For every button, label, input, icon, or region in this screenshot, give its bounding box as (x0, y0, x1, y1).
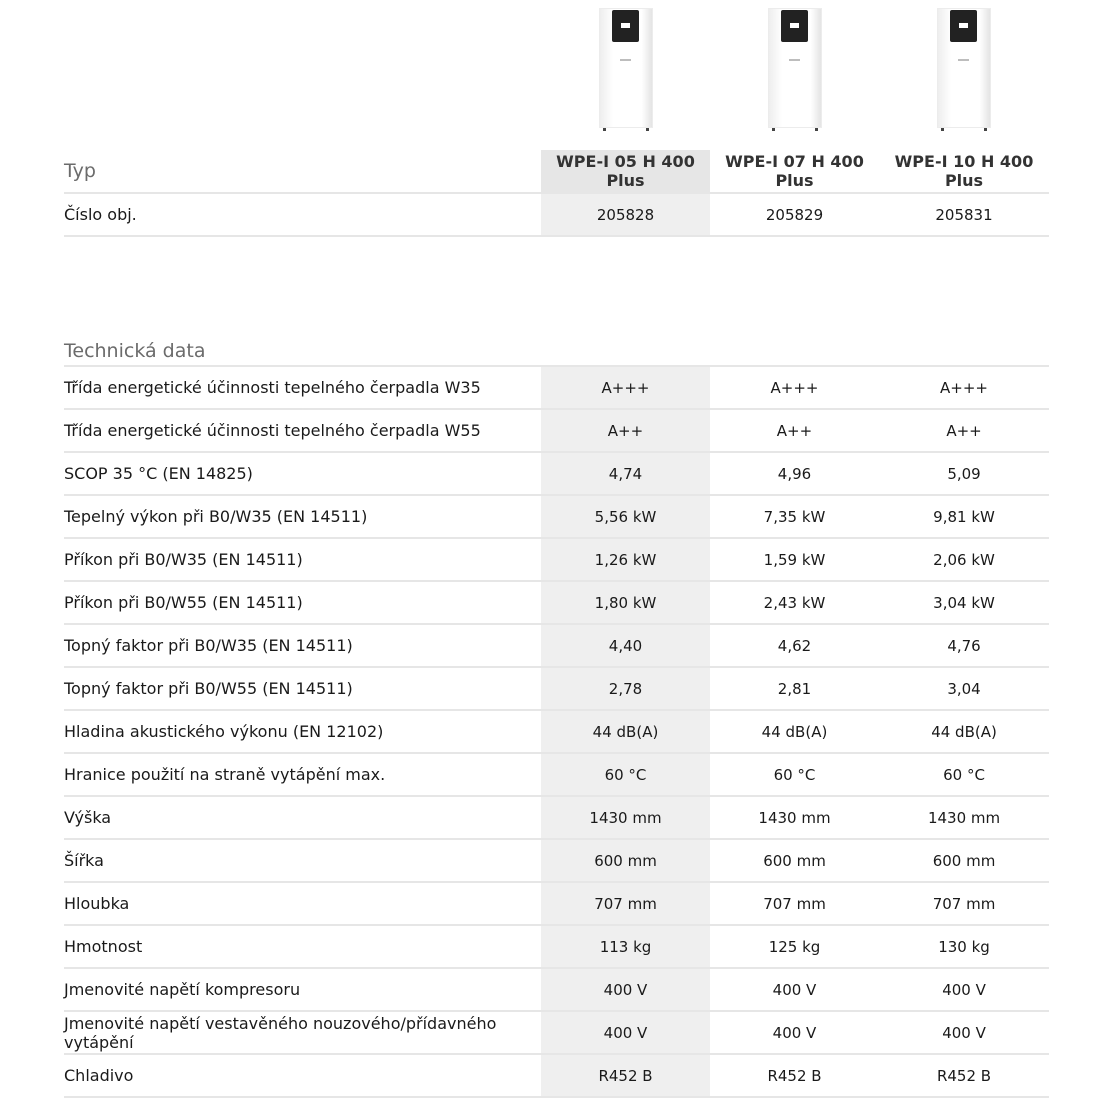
tech-row-value-2: 1,59 kW (710, 538, 879, 581)
tech-row (64, 624, 1049, 667)
tech-row-value-1: 5,56 kW (541, 495, 710, 538)
tech-row-label: Hmotnost (64, 925, 541, 968)
tech-row-label: Hranice použití na straně vytápění max. (64, 753, 541, 796)
tech-row (64, 581, 1049, 624)
control-panel-icon (781, 10, 808, 42)
tech-row (64, 452, 1049, 495)
tech-row-value-3: 9,81 kW (879, 495, 1049, 538)
tech-row-value-1: A++ (541, 409, 710, 452)
tech-row-value-1: 4,74 (541, 452, 710, 495)
order-number-2: 205829 (710, 193, 879, 236)
order-number-1: 205828 (541, 193, 710, 236)
tech-row-value-1: 600 mm (541, 839, 710, 882)
tech-row-label: Šířka (64, 839, 541, 882)
tech-row-label: Třída energetické účinnosti tepelného čerpadla W55 (64, 409, 541, 452)
tech-row-value-3: 1430 mm (879, 796, 1049, 839)
tech-row-value-2: 7,35 kW (710, 495, 879, 538)
tech-row (64, 796, 1049, 839)
tech-row (64, 710, 1049, 753)
tech-row-value-1: 707 mm (541, 882, 710, 925)
tech-row-value-2: 2,81 (710, 667, 879, 710)
tech-row-value-3: 400 V (879, 968, 1049, 1011)
tech-row (64, 409, 1049, 452)
product-images (64, 0, 1049, 150)
tech-row-value-2: 4,62 (710, 624, 879, 667)
tech-row-value-1: 4,40 (541, 624, 710, 667)
product-image-1[interactable] (599, 8, 653, 132)
tech-row-label: Topný faktor při B0/W55 (EN 14511) (64, 667, 541, 710)
tech-row-value-3: 400 V (879, 1011, 1049, 1054)
tech-row-label: Jmenovité napětí kompresoru (64, 968, 541, 1011)
product-image-3[interactable] (937, 8, 991, 132)
tech-row-value-2: 125 kg (710, 925, 879, 968)
tech-row-value-3: R452 B (879, 1054, 1049, 1097)
tech-row (64, 667, 1049, 710)
tech-row-value-1: 113 kg (541, 925, 710, 968)
tech-row-label: SCOP 35 °C (EN 14825) (64, 452, 541, 495)
tech-row (64, 968, 1049, 1011)
tech-row-value-1: A+++ (541, 366, 710, 409)
tech-row-value-2: A+++ (710, 366, 879, 409)
tech-row-value-3: A+++ (879, 366, 1049, 409)
tech-row-value-3: 60 °C (879, 753, 1049, 796)
tech-row-value-2: 400 V (710, 1011, 879, 1054)
tech-row-label: Příkon při B0/W35 (EN 14511) (64, 538, 541, 581)
tech-row-value-1: 44 dB(A) (541, 710, 710, 753)
tech-row-value-1: 1,26 kW (541, 538, 710, 581)
order-row (64, 193, 1049, 236)
model-name-2[interactable]: WPE-I 07 H 400 Plus (710, 150, 879, 193)
type-row (64, 150, 1049, 193)
tech-row-value-3: 44 dB(A) (879, 710, 1049, 753)
type-table (64, 150, 1049, 237)
tech-row-value-2: 44 dB(A) (710, 710, 879, 753)
type-label: Typ (64, 150, 541, 193)
tech-row (64, 882, 1049, 925)
tech-row-value-1: 2,78 (541, 667, 710, 710)
tech-row-label: Hladina akustického výkonu (EN 12102) (64, 710, 541, 753)
tech-row-value-2: A++ (710, 409, 879, 452)
tech-row (64, 495, 1049, 538)
tech-row-value-2: 60 °C (710, 753, 879, 796)
tech-row-label: Výška (64, 796, 541, 839)
tech-row-value-3: 3,04 kW (879, 581, 1049, 624)
tech-row-value-1: R452 B (541, 1054, 710, 1097)
tech-row-label: Jmenovité napětí vestavěného nouzového/přídavného vytápění (64, 1011, 541, 1054)
tech-row-value-1: 400 V (541, 968, 710, 1011)
tech-row-value-3: 3,04 (879, 667, 1049, 710)
tech-row-label: Příkon při B0/W55 (EN 14511) (64, 581, 541, 624)
tech-row-value-1: 1430 mm (541, 796, 710, 839)
tech-row-label: Tepelný výkon při B0/W35 (EN 14511) (64, 495, 541, 538)
tech-row-value-2: 1430 mm (710, 796, 879, 839)
tech-row (64, 839, 1049, 882)
control-panel-icon (612, 10, 639, 42)
order-label: Číslo obj. (64, 193, 541, 236)
control-panel-icon (950, 10, 977, 42)
tech-data-header (64, 337, 1049, 366)
tech-row-label: Hloubka (64, 882, 541, 925)
tech-data-table (64, 337, 1049, 1098)
tech-row-label: Topný faktor při B0/W35 (EN 14511) (64, 624, 541, 667)
tech-row-value-2: 400 V (710, 968, 879, 1011)
model-name-3[interactable]: WPE-I 10 H 400 Plus (879, 150, 1049, 193)
comparison-container (64, 0, 1049, 1098)
model-name-1[interactable]: WPE-I 05 H 400 Plus (541, 150, 710, 193)
tech-row-value-3: 707 mm (879, 882, 1049, 925)
tech-row (64, 366, 1049, 409)
tech-row-value-2: R452 B (710, 1054, 879, 1097)
tech-row-value-3: 130 kg (879, 925, 1049, 968)
tech-row-value-3: 4,76 (879, 624, 1049, 667)
tech-row-value-2: 707 mm (710, 882, 879, 925)
tech-row (64, 925, 1049, 968)
tech-row-value-2: 600 mm (710, 839, 879, 882)
tech-row-value-3: A++ (879, 409, 1049, 452)
tech-row (64, 753, 1049, 796)
tech-row-label: Chladivo (64, 1054, 541, 1097)
tech-row-value-2: 2,43 kW (710, 581, 879, 624)
order-number-3: 205831 (879, 193, 1049, 236)
product-image-2[interactable] (768, 8, 822, 132)
tech-row-value-3: 5,09 (879, 452, 1049, 495)
section-title: Technická data (64, 337, 1049, 366)
tech-row-value-3: 600 mm (879, 839, 1049, 882)
tech-row (64, 1011, 1049, 1054)
tech-row-label: Třída energetické účinnosti tepelného čerpadla W35 (64, 366, 541, 409)
tech-row-value-1: 1,80 kW (541, 581, 710, 624)
tech-row-value-1: 60 °C (541, 753, 710, 796)
tech-row (64, 538, 1049, 581)
tech-row-value-1: 400 V (541, 1011, 710, 1054)
tech-row-value-3: 2,06 kW (879, 538, 1049, 581)
tech-row-value-2: 4,96 (710, 452, 879, 495)
